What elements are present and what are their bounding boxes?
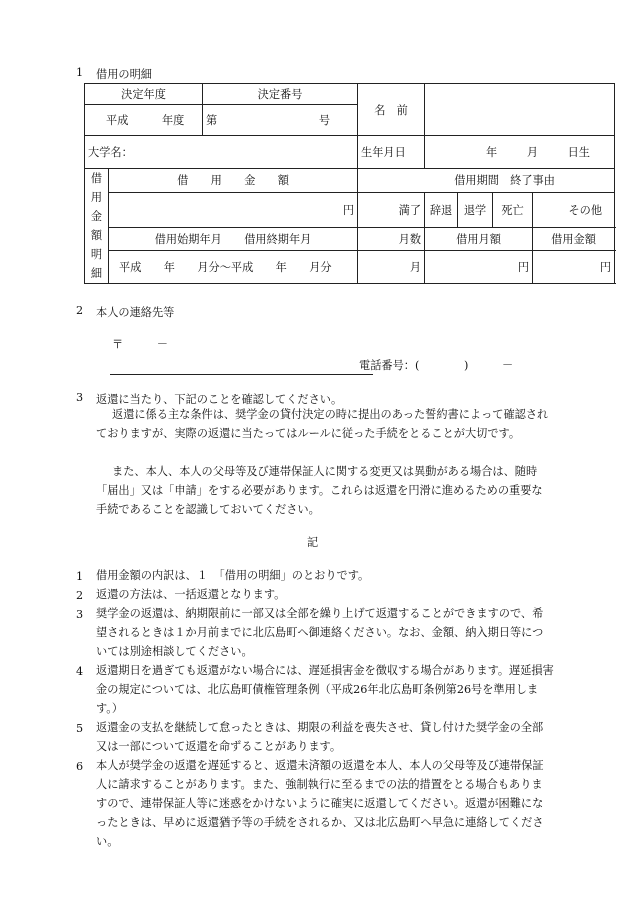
section-3-para-1: 返還に係る主な条件は、奨学金の貸付決定の時に提出のあった誓約書によって確認されておりますが、実際の返還に当たってはルールに従った手続をとることが大切です。: [96, 408, 549, 440]
name-header: 名 前: [358, 84, 425, 136]
item-4-number: 4: [76, 665, 84, 678]
dob-header: 生年月日: [358, 136, 425, 169]
dob-month-unit: 月: [526, 146, 539, 159]
section-1-title: 借用の明細: [96, 68, 152, 81]
section-3-para-2: また、本人、本人の父母等及び連帯保証人に関する変更又は異動がある場合は、随時「届出」又は「申請」をする必要があります。これらは返還を円滑に進めるための重要な手続であることを認識しておいてください。: [96, 465, 543, 516]
reason-completed[interactable]: 満了: [358, 192, 425, 227]
item-3-number: 3: [76, 608, 84, 621]
start-end-header: 借用始期年月 借用終期年月: [109, 227, 358, 251]
dob-field[interactable]: [425, 136, 615, 169]
item-5-text: 返還金の支払を継続して怠ったときは、期限の利益を喪失させ、貸し付けた奨学金の全部又は一部について返還を命ずることがあります。: [96, 721, 544, 753]
section-3-title: 返還に当たり、下記のことを確認してください。: [96, 393, 343, 406]
ki-heading: 記: [307, 536, 319, 549]
university-field[interactable]: 大学名：: [85, 136, 358, 169]
section-2-title: 本人の連絡先等: [96, 306, 175, 319]
go-label: 号: [318, 114, 331, 127]
item-6-number: 6: [76, 760, 84, 773]
item-5-number: 5: [76, 722, 84, 735]
name-field[interactable]: [425, 84, 615, 136]
item-3-text: 奨学金の返還は、納期限前に一部又は全部を繰り上げて返還することができますので、希望されるときは１か月前までに北広島町へ御連絡ください。なお、金額、納入期日等については別途相談してください。: [96, 607, 544, 658]
months-field[interactable]: 月: [358, 251, 425, 284]
reason-withdrawn[interactable]: 退学: [458, 192, 493, 227]
item-1-text: 借用金額の内訳は、１ 「借用の明細」のとおりです。: [96, 569, 370, 582]
end-reason-header: 借用期間 終了事由: [358, 169, 615, 193]
section-3-number: 3: [76, 391, 84, 404]
section-1-number: 1: [76, 66, 84, 79]
decision-number-header: 決定番号: [203, 84, 358, 105]
decision-year-field[interactable]: [85, 105, 203, 136]
loan-amount-field[interactable]: 円: [109, 192, 358, 227]
item-2-number: 2: [76, 589, 84, 602]
total-amount-header: 借用金額: [533, 227, 615, 251]
item-6-text: 本人が奨学金の返還を遅延すると、返還未済額の返還を本人、本人の父母等及び連帯保証人に請求することがあります。また、強制執行に至るまでの法的措置をとる場合もありますので、連帯保証人等に迷惑をかけないように確実に返還してください。返還が困難になったときは、早めに返還猶予等の手続をされるか、又は北広島町へ早急に連絡してください。: [96, 759, 544, 848]
item-2-text: 返還の方法は、一括返還となります。: [96, 588, 286, 601]
reason-deceased[interactable]: 死亡: [493, 192, 533, 227]
item-4-text: 返還期日を過ぎても返還がない場合には、遅延損害金を徴収する場合があります。遅延損害金の規定については、北広島町債権管理条例（平成26年北広島町条例第26号を準用します。）: [96, 664, 554, 715]
decision-year-header: 決定年度: [85, 84, 203, 105]
total-amount-field[interactable]: 円: [533, 251, 615, 284]
months-header: 月数: [358, 227, 425, 251]
dai-label: 第: [206, 114, 218, 127]
postal-code-field[interactable]: 〒 －: [112, 338, 168, 351]
loan-details-table: [84, 83, 615, 284]
item-1-number: 1: [76, 570, 84, 583]
dob-year-unit: 年: [486, 146, 498, 159]
address-underline: [110, 374, 373, 375]
loan-period-field[interactable]: 平成 年 月分〜平成 年 月分: [109, 251, 358, 284]
dob-day-unit: 日生: [567, 146, 590, 159]
decision-number-field[interactable]: [203, 105, 358, 136]
vertical-label-loan-details: 借 用 金 額 明 細: [85, 169, 109, 284]
year-unit: 年度: [161, 114, 185, 127]
phone-number-field[interactable]: 電話番号：( ) －: [359, 359, 514, 372]
reason-other[interactable]: その他: [533, 192, 615, 227]
loan-amount-header: 借 用 金 額: [109, 169, 358, 193]
section-2-number: 2: [76, 304, 84, 317]
monthly-amount-field[interactable]: 円: [425, 251, 533, 284]
reason-declined[interactable]: 辞退: [425, 192, 458, 227]
monthly-amount-header: 借用月額: [425, 227, 533, 251]
era-heisei: 平成: [106, 114, 129, 127]
